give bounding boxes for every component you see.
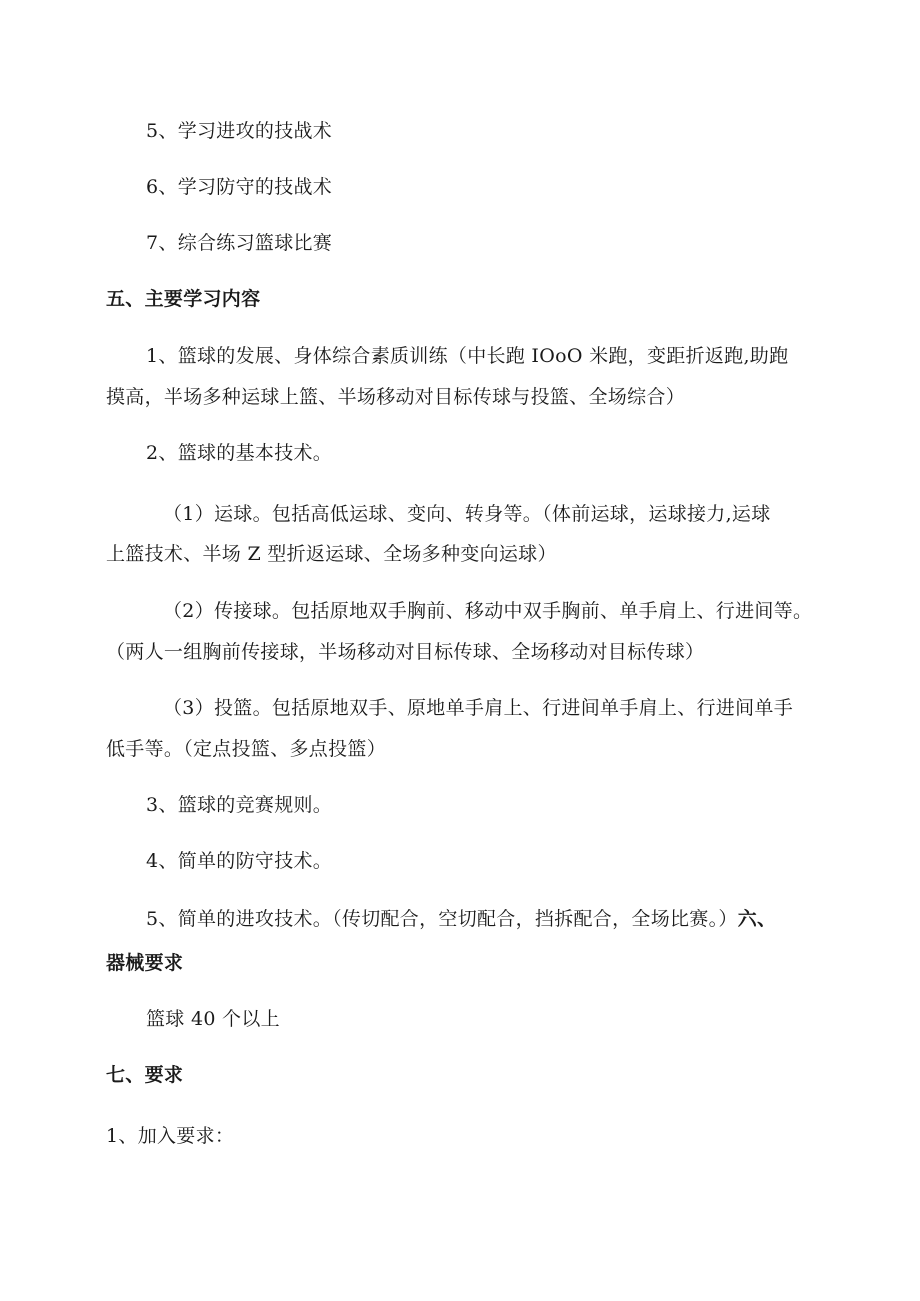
- section-heading: 五、主要学习内容: [106, 288, 261, 310]
- paragraph-line: 上篮技术、半场 Z 型折返运球、全场多种变向运球）: [106, 543, 557, 565]
- section-heading: 七、要求: [106, 1064, 184, 1086]
- paragraph-line: 摸高，半场多种运球上篮、半场移动对目标传球与投篮、全场综合）: [106, 386, 686, 408]
- list-item: [146, 907, 776, 931]
- paragraph-line: （1）运球。包括高低运球、变向、转身等。（体前运球，运球接力,运球: [163, 503, 771, 525]
- list-item: 2、篮球的基本技术。: [146, 442, 333, 464]
- item-text: 5、简单的进攻技术。（传切配合，空切配合，挡拆配合，全场比赛。）: [146, 908, 738, 930]
- list-item: 7、综合练习篮球比赛: [146, 232, 333, 254]
- list-item: 5、学习进攻的技战术: [146, 120, 333, 142]
- list-item: 4、简单的防守技术。: [146, 850, 333, 872]
- list-item: 1、加入要求：: [106, 1125, 235, 1147]
- paragraph-line: （两人一组胸前传接球，半场移动对目标传球、全场移动对目标传球）: [106, 641, 705, 663]
- paragraph-line: （2）传接球。包括原地双手胸前、移动中双手胸前、单手肩上、行进间等。: [163, 600, 813, 622]
- paragraph-line: （3）投篮。包括原地双手、原地单手肩上、行进间单手肩上、行进间单手: [163, 697, 793, 719]
- section-heading: 器械要求: [106, 952, 184, 974]
- paragraph-line: 篮球 40 个以上: [146, 1008, 280, 1030]
- paragraph-line: 1、篮球的发展、身体综合素质训练（中长跑 IOoO 米跑，变距折返跑,助跑: [146, 345, 789, 367]
- paragraph-line: 低手等。（定点投篮、多点投篮）: [106, 738, 387, 760]
- list-item: 6、学习防守的技战术: [146, 176, 333, 198]
- list-item: 3、篮球的竞赛规则。: [146, 794, 333, 816]
- section-heading-inline: 六、: [737, 908, 777, 930]
